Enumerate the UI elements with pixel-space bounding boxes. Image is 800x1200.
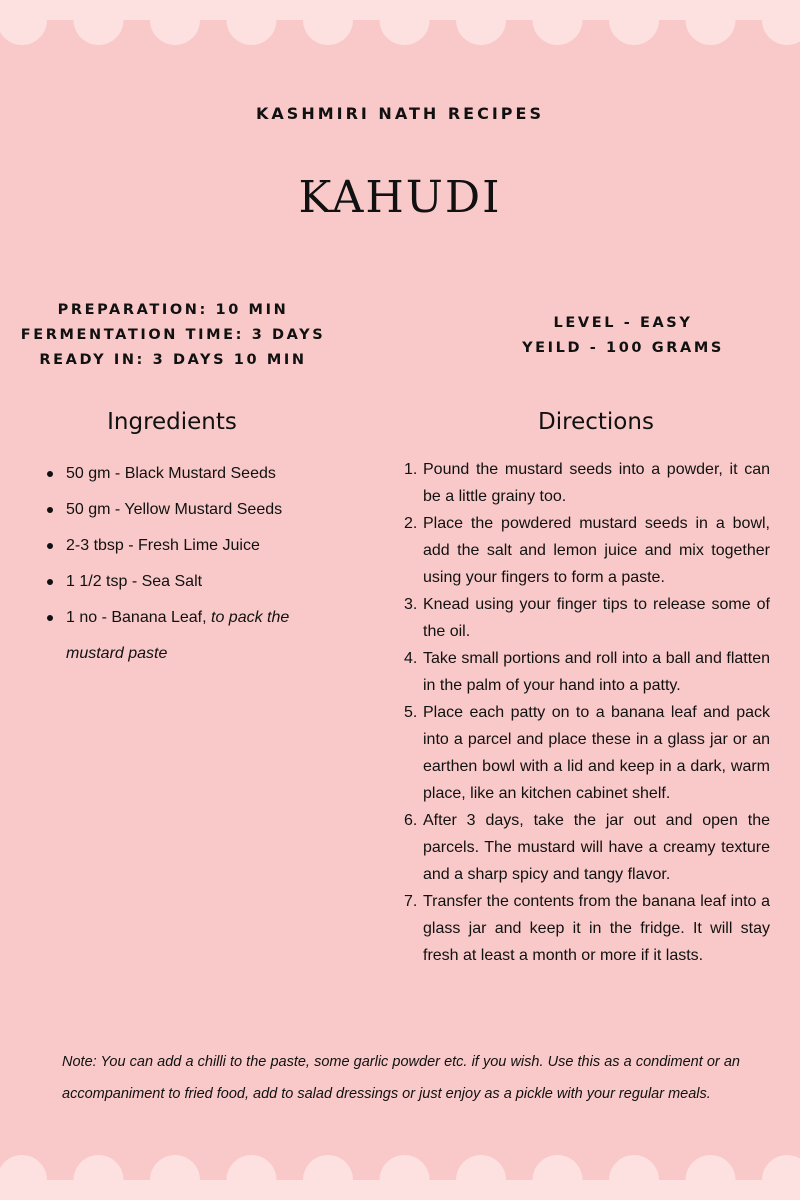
step-text: After 3 days, take the jar out and open the parcels. The mustard will have a creamy texture and a sharp spicy and tangy flavor. — [423, 812, 770, 883]
step-number: 4. — [404, 650, 418, 667]
list-item: 1 no - Banana Leaf, to pack the mustard paste — [46, 600, 346, 672]
brand-heading: KASHMIRI NATH RECIPES — [256, 104, 544, 123]
list-item: 1 1/2 tsp - Sea Salt — [46, 564, 346, 600]
step-number: 6. — [404, 812, 418, 829]
scallop-shape — [686, 1155, 736, 1200]
scallop-shape — [150, 0, 200, 45]
bottom-scallop-border — [0, 1150, 800, 1200]
level-yield-info — [446, 311, 800, 361]
fermentation-time: FERMENTATION TIME: 3 DAYS — [20, 327, 326, 343]
direction-step — [404, 591, 770, 645]
step-text: Place each patty on to a banana leaf and pack into a parcel and place these in a glass jar or an earthen bowl with a lid and keep in a dark, warm place, like an kitchen cabinet shelf. — [423, 704, 770, 802]
direction-step — [404, 645, 770, 699]
step-number: 7. — [404, 893, 418, 910]
scallop-shape — [74, 0, 124, 45]
timing-info — [0, 298, 346, 373]
scallop-shape — [0, 1155, 47, 1200]
recipe-note: Note: You can add a chilli to the paste, some garlic powder etc. if you wish. Use this as a condiment or an accompaniment to fried food, add to salad dressings or just enjoy as a pickle with your regular meals. — [62, 1054, 740, 1102]
scallop-shape — [150, 1155, 200, 1200]
recipe-title: KAHUDI — [298, 172, 502, 223]
step-number: 2. — [404, 515, 418, 532]
list-item: 50 gm - Black Mustard Seeds — [46, 456, 346, 492]
step-text: Take small portions and roll into a ball and flatten in the palm of your hand into a patty. — [423, 650, 770, 694]
ready-in-time: READY IN: 3 DAYS 10 MIN — [39, 352, 307, 368]
scallop-shape — [762, 0, 800, 45]
direction-step — [404, 699, 770, 807]
difficulty-level: LEVEL - EASY — [553, 315, 693, 331]
scallop-shape — [609, 0, 659, 45]
ingredients-heading: Ingredients — [107, 409, 237, 435]
step-text: Place the powdered mustard seeds in a bowl, add the salt and lemon juice and mix together using your fingers to form a paste. — [423, 515, 770, 586]
step-number: 5. — [404, 704, 418, 721]
top-scallop-border — [0, 0, 800, 50]
scallop-shape — [227, 0, 277, 45]
step-text: Transfer the contents from the banana leaf into a glass jar and keep it in the fridge. It will stay fresh at least a month or more if it lasts. — [423, 893, 770, 964]
scallop-shape — [456, 1155, 506, 1200]
directions-list — [404, 456, 770, 969]
directions-heading: Directions — [538, 409, 654, 435]
list-item: 2-3 tbsp - Fresh Lime Juice — [46, 528, 346, 564]
direction-step — [404, 807, 770, 888]
direction-step — [404, 456, 770, 510]
scallop-shape — [686, 0, 736, 45]
preparation-time: PREPARATION: 10 MIN — [57, 302, 289, 318]
step-number: 3. — [404, 596, 418, 613]
ingredient-note: to pack the mustard paste — [66, 609, 290, 662]
ingredients-list — [46, 456, 346, 672]
scallop-shape — [380, 0, 430, 45]
scallop-shape — [0, 0, 47, 45]
step-number: 1. — [404, 461, 418, 478]
step-text: Pound the mustard seeds into a powder, it can be a little grainy too. — [423, 461, 770, 505]
direction-step — [404, 510, 770, 591]
direction-step — [404, 888, 770, 969]
list-item: 50 gm - Yellow Mustard Seeds — [46, 492, 346, 528]
step-text: Knead using your finger tips to release some of the oil. — [423, 596, 770, 640]
scallop-shape — [533, 1155, 583, 1200]
scallop-shape — [456, 0, 506, 45]
scallop-shape — [762, 1155, 800, 1200]
scallop-shape — [303, 1155, 353, 1200]
yield-amount: YEILD - 100 GRAMS — [522, 340, 724, 356]
scallop-shape — [227, 1155, 277, 1200]
scallop-shape — [533, 0, 583, 45]
scallop-shape — [303, 0, 353, 45]
scallop-shape — [74, 1155, 124, 1200]
scallop-shape — [609, 1155, 659, 1200]
scallop-shape — [380, 1155, 430, 1200]
